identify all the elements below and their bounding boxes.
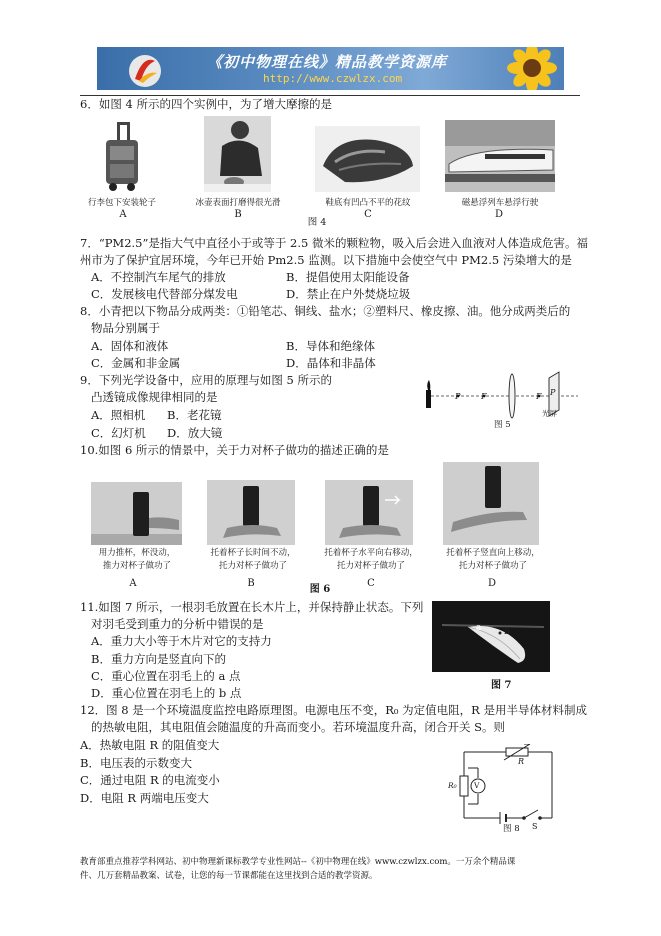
circuit-diagram-icon: [448, 744, 558, 834]
q6-letter-d: D: [494, 209, 504, 220]
q6-image-d: [445, 120, 555, 192]
q10-image-a: [91, 482, 182, 545]
q10-caption-a: [83, 547, 191, 573]
q6-caption-b: 冰壶表面打磨得很光滑: [195, 198, 281, 208]
q10-letter-b: B: [247, 578, 255, 589]
q9-label-f-right: F: [536, 392, 542, 401]
footer-line2: 件、几万套精品教案、试卷，让您的每一节课都能在这里找到合适的教学资源。: [80, 871, 378, 881]
q11-point-a: a: [476, 623, 482, 633]
q11-option-c: C．重心位置在羽毛上的 a 点: [91, 669, 241, 683]
q11-line1: 11.如图 7 所示，一根羽毛放置在长木片上，并保持静止状态。下列: [80, 600, 424, 614]
q11-point-b: b: [504, 627, 510, 637]
q11-line2: 对羽毛受到重力的分析中错误的是: [91, 617, 264, 631]
q8-line2: 物品分别属于: [91, 321, 160, 335]
q7-line2: 州市为了保护宜居环境，今年已开始 Pm2.5 监测。以下措施中会使空气中 PM2.5 污染增大的是: [80, 253, 572, 267]
q8-option-b: B．导体和绝缘体: [286, 339, 375, 353]
q9-line1: 9．下列光学设备中，应用的原理与如图 5 所示的: [80, 373, 332, 387]
q12-line2: 的热敏电阻，其电阻值会随温度的升高而变小。若环境温度升高，闭合开关 S。则: [91, 720, 506, 734]
footer: [80, 855, 580, 883]
feather-icon: [432, 601, 550, 672]
q6-caption-c: 鞋底有凹凸不平的花纹: [325, 198, 411, 208]
q10-caption-d-line2: 托力对杯子做功了: [458, 561, 527, 571]
q6-letter-c: C: [364, 209, 372, 220]
q6-caption-d: 磁悬浮列车悬浮行驶: [461, 198, 539, 208]
q12-label-s: S: [532, 822, 538, 831]
q9-option-b: B．老花镜: [167, 408, 222, 422]
q10-letter-c: C: [367, 578, 375, 589]
q6-image-a: [97, 120, 147, 192]
q9-line2: 凸透镜成像规律相同的是: [91, 390, 218, 404]
q10-letter-d: D: [487, 578, 497, 589]
q11-option-d: D．重心位置在羽毛上的 b 点: [91, 686, 242, 700]
q9-label-p-right: P: [550, 388, 556, 397]
q12-fig-label: 图 8: [503, 824, 520, 834]
q8-option-d: D．晶体和非晶体: [286, 356, 376, 370]
footer-line1: 教育部重点推荐学科网站、初中物理新课标教学专业性网站--《初中物理在线》www.czwlzx.com。一万余个精品课: [80, 857, 516, 867]
q11-option-b: B．重力方向是竖直向下的: [91, 652, 226, 666]
q8-line1: 8．小青把以下物品分成两类：①铅笔芯、铜线、盐水；②塑料尺、橡皮擦、油。他分成两类后的: [80, 304, 571, 318]
q8-option-c: C．金属和非金属: [91, 356, 181, 370]
q12-label-r0: R₀: [448, 781, 457, 790]
q12-option-b: B．电压表的示数变大: [80, 756, 192, 770]
q6-caption-a: 行李包下安装轮子: [87, 198, 156, 208]
q12-line1: 12．图 8 是一个环境温度监控电路原理图。电源电压不变，R₀ 为定值电阻，R 是用半导体材料制成: [80, 703, 587, 717]
q10-caption-b-line1: 托着杯子长时间不动，: [210, 548, 296, 558]
q10-caption-a-line2: 推力对杯子做功了: [102, 561, 171, 571]
q11-option-a: A．重力大小等于木片对它的支持力: [91, 634, 272, 648]
q8-option-a: A．固体和液体: [91, 339, 169, 353]
q12-circuit: [448, 744, 558, 834]
q10-caption-d: [428, 547, 558, 573]
q9-label-f-left: F: [481, 392, 487, 401]
q6-image-b: [204, 116, 271, 192]
q10-caption-c-line2: 托力对杯子做功了: [336, 561, 405, 571]
q12-option-d: D．电阻 R 两端电压变大: [80, 791, 209, 805]
q6-letter-a: A: [119, 209, 127, 220]
q12-option-a: A．热敏电阻 R 的阻值变大: [80, 738, 220, 752]
q6-fig-label: 图 4: [307, 217, 327, 228]
q7-option-b: B．提倡使用太阳能设备: [286, 270, 410, 284]
q10-caption-c: [306, 547, 436, 573]
q10-stem: 10.如图 6 所示的情景中，关于力对杯子做功的描述正确的是: [80, 443, 389, 457]
q7-line1: 7．“PM2.5”是指大气中直径小于或等于 2.5 微米的颗粒物，吸入后会进入血液对人体造成危害。福: [80, 236, 588, 250]
sunflower-icon: [492, 47, 564, 90]
q11-fig-label: 图 7: [491, 680, 512, 691]
q10-caption-b-line2: 托力对杯子做功了: [218, 561, 287, 571]
q6-image-c: [315, 126, 420, 192]
q9-fig-label: 图 5: [494, 420, 511, 430]
q11-image: [432, 601, 550, 672]
header-rule: [80, 95, 580, 96]
q10-fig-label: 图 6: [309, 584, 331, 595]
q10-caption-a-line1: 用力推杯，杯没动，: [98, 548, 176, 558]
q6-stem: 6．如图 4 所示的四个实例中，为了增大摩擦的是: [80, 97, 332, 111]
q10-letter-a: A: [129, 578, 137, 589]
logo-icon: [125, 49, 165, 89]
q10-image-d: [443, 462, 539, 545]
header-banner: [97, 47, 564, 90]
q12-label-v: V: [474, 781, 480, 790]
q12-option-c: C．通过电阻 R 的电流变小: [80, 773, 220, 787]
q7-option-a: A．不控制汽车尾气的排放: [91, 270, 226, 284]
q9-option-d: D．放大镜: [167, 426, 223, 440]
header-url: http://www.czwlzx.com: [263, 72, 403, 85]
q12-label-r: R: [518, 757, 525, 766]
q10-caption-c-line1: 托着杯子水平向右移动，: [324, 548, 418, 558]
header-title: 《初中物理在线》精品教学资源库: [207, 53, 448, 71]
q9-label-screen: 光屏: [542, 409, 557, 418]
q10-caption-b: [193, 547, 313, 573]
q10-image-b: [207, 480, 295, 545]
q7-option-d: D．禁止在户外焚烧垃圾: [286, 287, 411, 301]
q9-option-a: A．照相机: [91, 408, 146, 422]
q6-letter-b: B: [234, 209, 242, 220]
q9-option-c: C．幻灯机: [91, 426, 146, 440]
q10-image-c: [325, 480, 413, 545]
q10-caption-d-line1: 托着杯子竖直向上移动，: [446, 548, 540, 558]
q7-option-c: C．发展核电代替部分煤发电: [91, 287, 238, 301]
q9-label-p-left: P: [455, 392, 461, 401]
